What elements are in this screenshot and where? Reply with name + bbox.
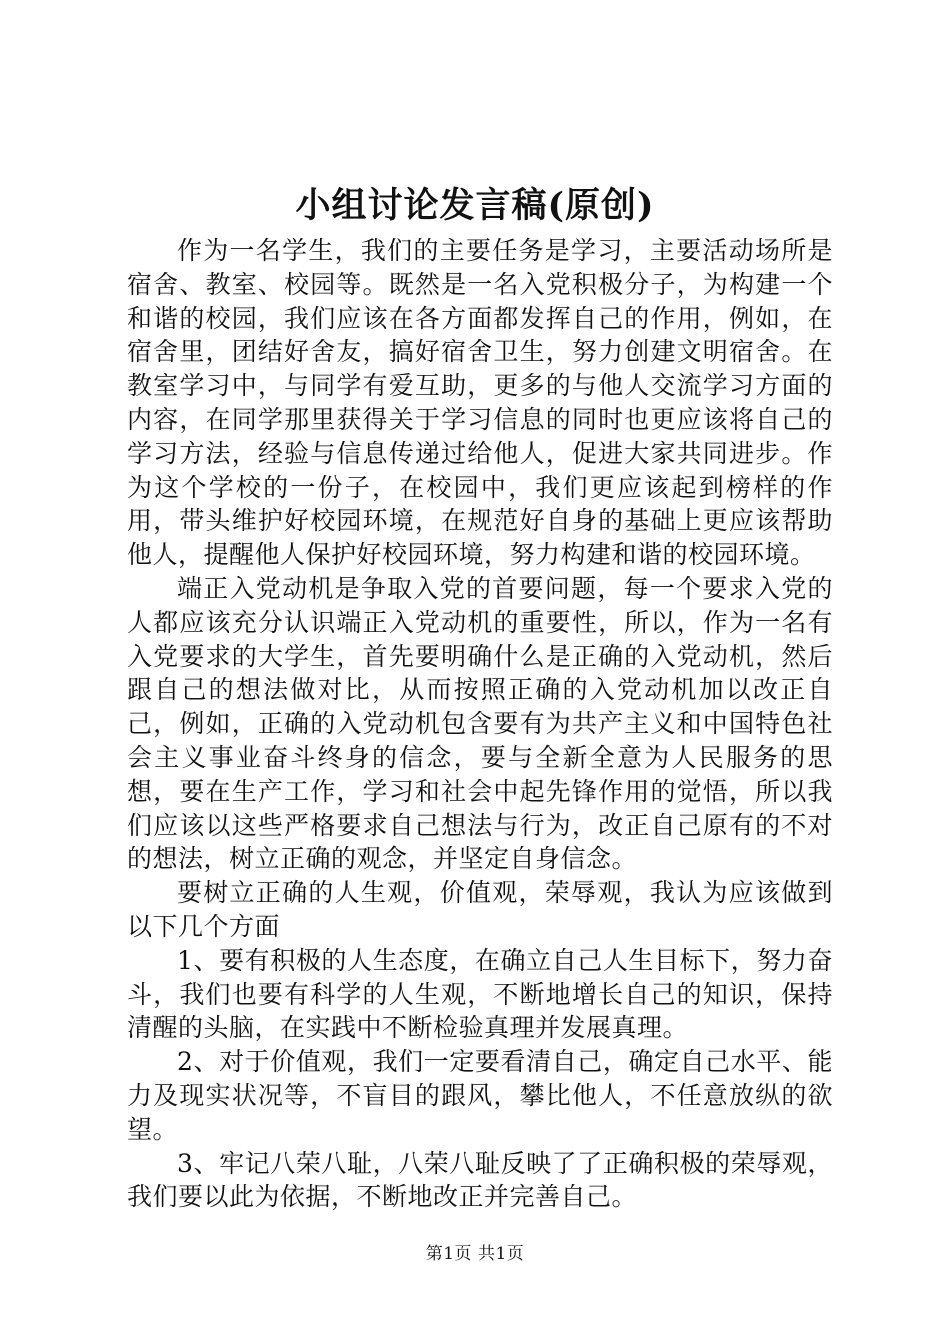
paragraph-1: 作为一名学生，我们的主要任务是学习，主要活动场所是宿舍、教室、校园等。既然是一名入党积极分子，为构建一个和谐的校园，我们应该在各方面都发挥自己的作用，例如，在宿舍里，团结好舍友，搞好宿舍卫生，努力创建文明宿舍。在教室学习中，与同学有爱互助，更多的与他人交流学习方面的内容，在同学那里获得关于学习信息的同时也更应该将自己的学习方法，经验与信息传递过给他人，促进大家共同进步。作为这个学校的一份子，在校园中，我们更应该起到榜样的作用，带头维护好校园环境，在规范好自身的基础上更应该帮助他人，提醒他人保护好校园环境，努力构建和谐的校园环境。 bbox=[127, 236, 833, 570]
document-body bbox=[127, 234, 833, 1214]
list-item-3: 3、牢记八荣八耻，八荣八耻反映了了正确积极的荣辱观，我们要以此为依据，不断地改正并完善自己。 bbox=[127, 1148, 833, 1212]
page-title: 小组讨论发言稿(原创) bbox=[295, 185, 655, 226]
paragraph-3: 要树立正确的人生观，价值观，荣辱观，我认为应该做到以下几个方面 bbox=[127, 878, 833, 941]
paragraph-2: 端正入党动机是争取入党的首要问题，每一个要求入党的人都应该充分认识端正入党动机的重要性，所以，作为一名有入党要求的大学生，首先要明确什么是正确的入党动机，然后跟自己的想法做对比，从而按照正确的入党动机加以改正自己，例如，正确的入党动机包含要有为共产主义和中国特色社会主义事业奋斗终身的信念，要与全新全意为人民服务的思想，要在生产工作，学习和社会中起先锋作用的觉悟，所以我们应该以这些严格要求自己想法与行为，改正自己原有的不对的想法，树立正确的观念，并坚定自身信念。 bbox=[127, 573, 833, 874]
list-item-2: 2、对于价值观，我们一定要看清自己，确定自己水平、能力及现实状况等，不盲目的跟风，攀比他人，不任意放纵的欲望。 bbox=[127, 1047, 833, 1144]
list-item-1: 1、要有积极的人生态度，在确立自己人生目标下，努力奋斗，我们也要有科学的人生观，不断地增长自己的知识，保持清醒的头脑，在实践中不断检验真理并发展真理。 bbox=[127, 945, 833, 1043]
page-footer: 第1页 共1页 bbox=[425, 1244, 525, 1264]
